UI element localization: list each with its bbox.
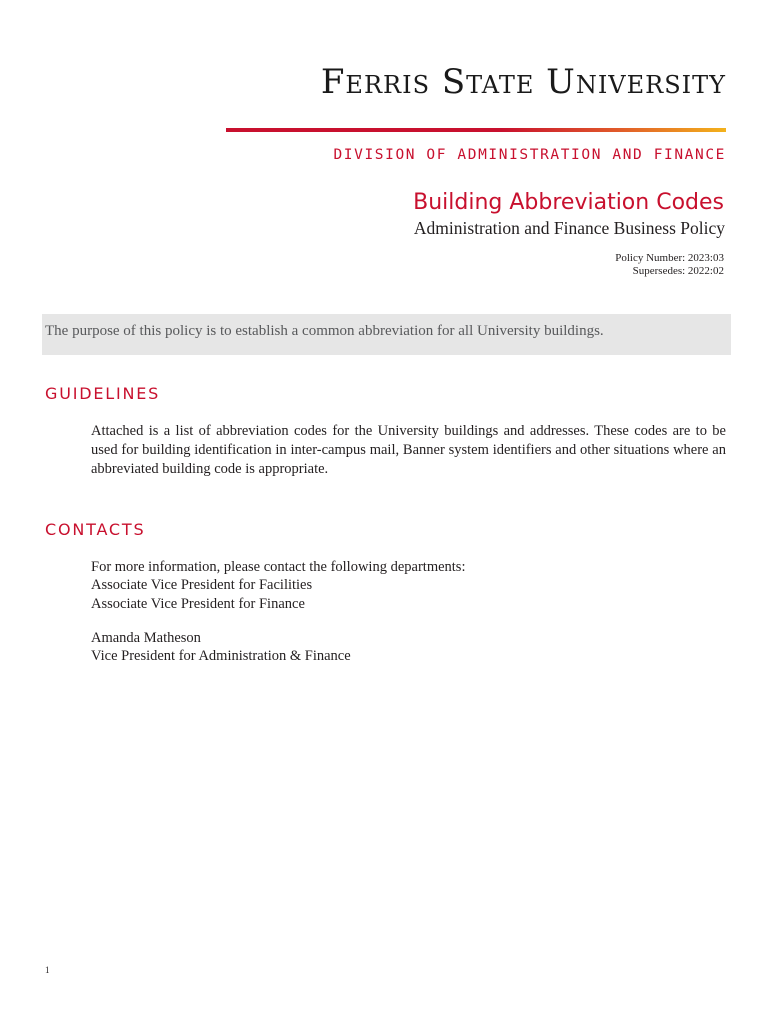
page-number: 1 [45, 965, 50, 975]
contact-person-name: Amanda Matheson [91, 630, 201, 646]
logo-divider [226, 128, 726, 132]
policy-number: Policy Number: 2023:03 [615, 252, 724, 264]
division-name: DIVISION OF ADMINISTRATION AND FINANCE [333, 147, 726, 163]
guidelines-heading: GUIDELINES [45, 384, 161, 403]
university-logo [321, 62, 726, 102]
guidelines-text: Attached is a list of abbreviation codes for the University buildings and addresses. These codes are to be used for building identification in inter-campus mail, Banner system identifiers and other situations where an abbreviated building code is appropriate. [91, 423, 726, 477]
policy-meta [615, 252, 724, 278]
contact-department: Associate Vice President for Finance [91, 596, 305, 612]
document-title: Building Abbreviation Codes [413, 190, 724, 215]
purpose-statement: The purpose of this policy is to establish a common abbreviation for all University buildings. [42, 314, 731, 355]
document-subtitle: Administration and Finance Business Policy [413, 218, 725, 238]
contact-department: Associate Vice President for Facilities [91, 577, 313, 593]
supersedes: Supersedes: 2022:02 [632, 265, 724, 277]
contacts-intro: For more information, please contact the following departments: [91, 559, 466, 575]
contacts-heading: CONTACTS [45, 520, 146, 539]
logo-wordmark: Ferris State University [320, 62, 726, 102]
contact-person-title: Vice President for Administration & Finance [91, 648, 351, 664]
